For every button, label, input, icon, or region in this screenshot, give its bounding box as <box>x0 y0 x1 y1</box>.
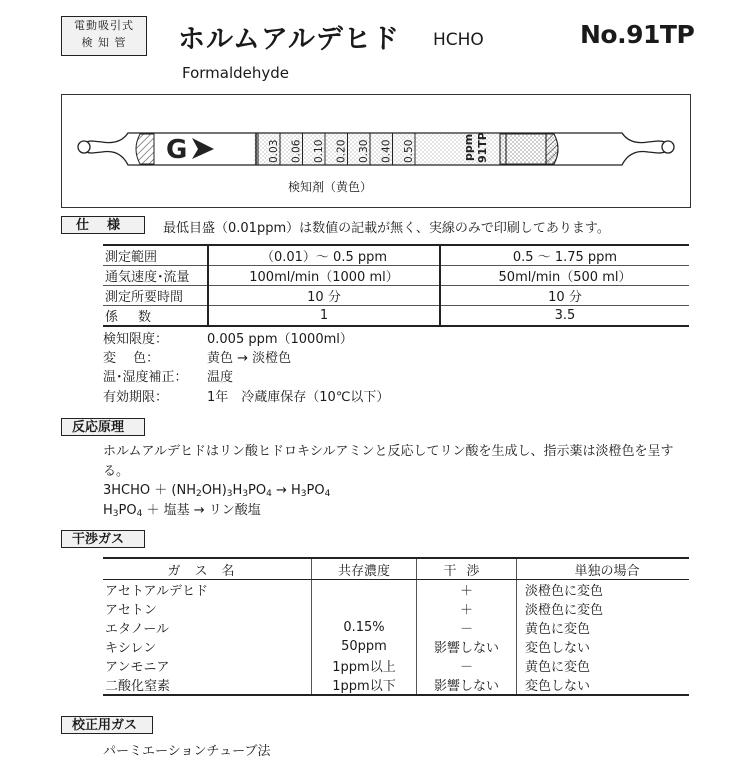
category-line-2: 検 知 管 <box>81 36 127 49</box>
reaction-description: ホルムアルデヒドはリン酸ヒドロキシルアミンと反応してリン酸を生成し、指示薬は淡橙色を呈する。 <box>103 444 674 479</box>
spec-row <box>103 266 689 286</box>
property-key: 検知限度： <box>103 332 169 347</box>
spec-value-high: 50ml/min（500 ml） <box>440 266 689 286</box>
spec-value-low: 1 <box>208 306 440 327</box>
reaction-equation-2: $H_3PO_4$ ＋ 塩基 → リン酸塩 <box>103 502 261 519</box>
spec-note: 最低目盛（0.01ppm）は数値の記載が無く、実線のみで印刷してあります。 <box>163 221 610 236</box>
spec-row <box>103 245 689 266</box>
gas-alone: 黄色に変色 <box>517 656 690 675</box>
gas-name: キシレン <box>105 641 157 656</box>
property-row <box>103 330 389 349</box>
reagent-caption: 検知剤（黄色） <box>288 180 373 194</box>
spec-value-high: 3.5 <box>440 306 689 327</box>
spec-row <box>103 286 689 306</box>
table-header-row <box>103 558 689 580</box>
property-key: 変 色： <box>103 351 160 367</box>
gas-conc: 50ppm <box>312 637 417 656</box>
table-row <box>103 580 689 600</box>
gas-conc: 1ppm以上 <box>312 656 417 675</box>
gas-conc <box>312 580 417 600</box>
gas-alone: 淡橙色に変色 <box>517 580 690 600</box>
table-row <box>103 637 689 656</box>
property-list <box>103 330 389 407</box>
property-row <box>103 349 389 368</box>
property-key: 有効期限： <box>103 389 169 405</box>
section-label-specs: 仕様 <box>61 216 145 234</box>
product-title: ホルムアルデヒド <box>178 24 400 55</box>
scale-label: 0.06 <box>290 139 303 163</box>
gas-effect: － <box>417 656 517 675</box>
gas-alone: 変色しない <box>517 675 690 695</box>
scale-label: 0.10 <box>313 139 325 163</box>
gas-name: アセトン <box>105 603 157 618</box>
gas-effect: － <box>417 618 517 637</box>
table-row <box>103 618 689 637</box>
property-row <box>103 388 389 407</box>
property-value: 0.005 ppm（1000ml） <box>207 332 353 347</box>
gas-effect: 影響しない <box>417 637 517 656</box>
header-gas-name: ガス名 <box>103 558 312 580</box>
section-label-interference: 干渉ガス <box>61 530 145 548</box>
tube-tip-left <box>78 141 90 153</box>
spec-label: 係数 <box>103 306 208 327</box>
category-box <box>61 16 147 56</box>
spec-row <box>103 306 689 327</box>
category-line-1: 電動吸引式 <box>74 19 134 32</box>
scale-label: 0.30 <box>358 139 370 163</box>
gas-name: エタノール <box>105 622 169 637</box>
gas-alone: 変色しない <box>517 637 690 656</box>
spec-label: 通気速度･流量 <box>103 266 208 286</box>
interference-table <box>103 557 689 696</box>
spec-value-low: 10 分 <box>208 286 440 306</box>
detector-tube <box>62 95 690 207</box>
header-coexist-conc: 共存濃度 <box>312 558 417 580</box>
scale-label: 0.20 <box>335 139 348 163</box>
property-value: 1年 冷蔵庫保存（10℃以下） <box>207 389 390 405</box>
property-value: 温度 <box>207 370 234 386</box>
spec-value-low: 100ml/min（1000 ml） <box>208 266 440 286</box>
tube-unit-label: ppm <box>462 133 475 161</box>
gas-name: アンモニア <box>105 660 170 675</box>
gas-effect: ＋ <box>417 580 517 600</box>
table-row <box>103 656 689 675</box>
spec-value-high: 10 分 <box>440 286 689 306</box>
gas-conc <box>312 599 417 618</box>
spec-value-low: （0.01）～ 0.5 ppm <box>208 245 440 266</box>
spec-value-high: 0.5 ～ 1.75 ppm <box>440 245 689 266</box>
property-row <box>103 368 389 387</box>
gas-alone: 黄色に変色 <box>517 618 690 637</box>
table-row <box>103 599 689 618</box>
header-interference: 干渉 <box>417 558 517 580</box>
tube-tip-right <box>662 141 674 153</box>
scale-label: 0.03 <box>268 139 280 163</box>
tube-code-label: 91TP <box>476 132 489 163</box>
property-value: 黄色 → 淡橙色 <box>207 351 292 367</box>
gas-alone: 淡橙色に変色 <box>517 599 690 618</box>
tube-illustration <box>61 94 691 208</box>
calibration-method: パーミエーションチューブ法 <box>103 744 271 759</box>
property-key: 温･湿度補正： <box>103 370 188 386</box>
chemical-formula: HCHO <box>433 30 484 50</box>
spec-label: 測定所要時間 <box>103 286 208 306</box>
gas-conc: 1ppm以下 <box>312 675 417 695</box>
section-label-calibration: 校正用ガス <box>61 716 153 734</box>
gas-conc: 0.15% <box>312 618 417 637</box>
spec-label: 測定範囲 <box>103 245 208 266</box>
table-row <box>103 675 689 695</box>
spec-table <box>103 244 689 327</box>
gas-effect: 影響しない <box>417 675 517 695</box>
product-number: No.91TP <box>580 20 695 49</box>
english-name: Formaldehyde <box>182 64 290 82</box>
scale-label: 0.50 <box>403 139 415 163</box>
gas-name: 二酸化窒素 <box>103 675 312 695</box>
reaction-block <box>103 442 693 520</box>
svg-text:G: G <box>166 135 188 165</box>
gas-effect: ＋ <box>417 599 517 618</box>
section-label-reaction: 反応原理 <box>61 418 145 436</box>
header-alone: 単独の場合 <box>517 558 690 580</box>
scale-label: 0.40 <box>380 139 393 163</box>
reaction-equation-1: 3HCHO ＋ $(NH_2OH)_3H_3PO_4 \to H_3PO_4$ <box>103 483 331 499</box>
gas-name: アセトアルデヒド <box>105 584 208 599</box>
left-plug <box>136 134 154 164</box>
